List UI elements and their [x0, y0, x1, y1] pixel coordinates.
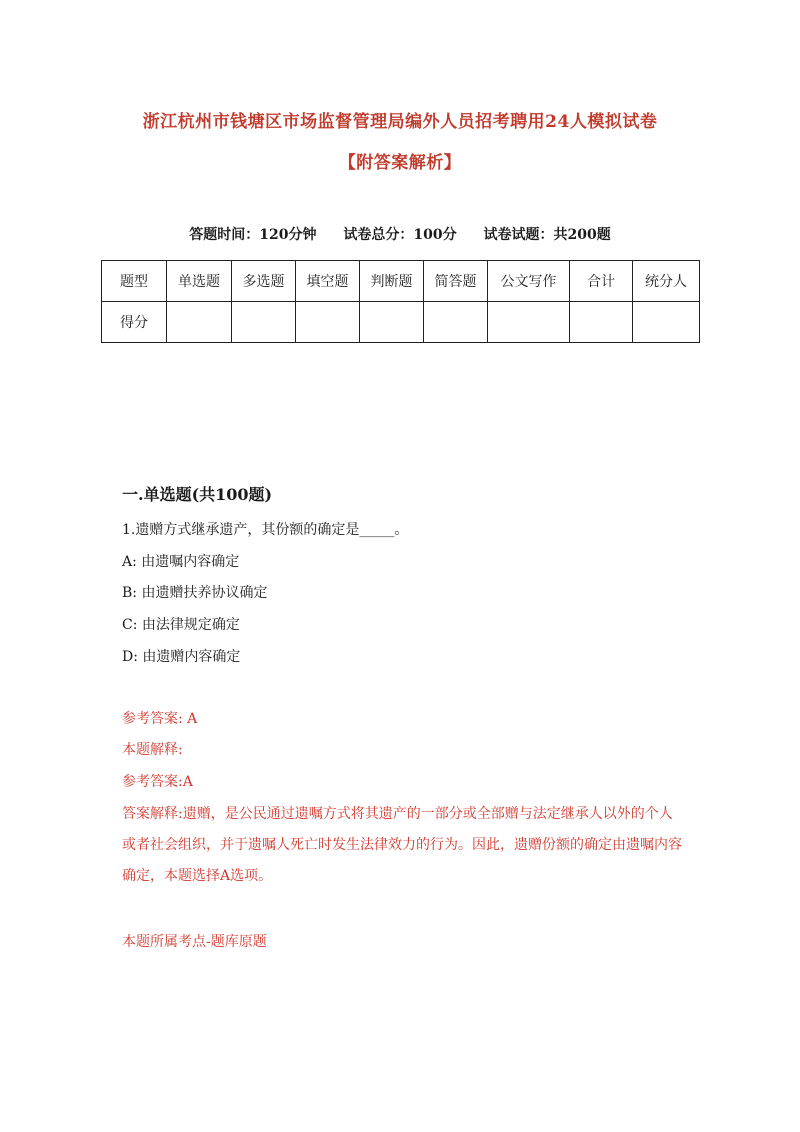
- header-cell: 题型: [102, 261, 167, 302]
- option-a: A: 由遗嘱内容确定: [122, 554, 240, 570]
- document-title-line2: 【附答案解析】: [338, 153, 462, 173]
- score-cell[interactable]: [167, 302, 232, 343]
- score-table-score-row: [102, 302, 700, 343]
- reference-answer: 参考答案: A: [122, 711, 198, 727]
- score-cell[interactable]: [360, 302, 424, 343]
- exam-time: 答题时间：120分钟: [189, 227, 317, 243]
- option-b: B: 由遗赠扶养协议确定: [122, 585, 268, 601]
- row-label-cell: 得分: [102, 302, 167, 343]
- document-title-line1: 浙江杭州市钱塘区市场监督管理局编外人员招考聘用24人模拟试卷: [142, 112, 658, 132]
- score-cell[interactable]: [488, 302, 570, 343]
- reference-answer-repeat: 参考答案:A: [122, 774, 193, 790]
- exam-total-score: 试卷总分：100分: [343, 227, 457, 243]
- score-cell[interactable]: [570, 302, 633, 343]
- question-stem: 1.遗赠方式继承遗产，其份额的确定是_____。: [122, 522, 409, 538]
- score-cell[interactable]: [232, 302, 296, 343]
- header-cell: 统分人: [633, 261, 700, 302]
- score-table-header-row: [102, 261, 700, 302]
- section-heading: 一.单选题(共100题): [122, 485, 273, 504]
- score-cell[interactable]: [633, 302, 700, 343]
- header-cell: 判断题: [360, 261, 424, 302]
- score-cell[interactable]: [424, 302, 488, 343]
- option-d: D: 由遗赠内容确定: [122, 649, 241, 665]
- header-cell: 多选题: [232, 261, 296, 302]
- answer-explanation: 答案解释:遗赠，是公民通过遗嘱方式将其遗产的一部分或全部赠与法定继承人以外的个人或者社会组织，并于遗嘱人死亡时发生法律效力的行为。因此，遗赠份额的确定由遗嘱内容确定，本题选择A选项。: [122, 806, 682, 884]
- score-table: [101, 260, 700, 343]
- header-cell: 简答题: [424, 261, 488, 302]
- explanation-label: 本题解释:: [122, 742, 183, 758]
- knowledge-point: 本题所属考点-题库原题: [122, 934, 267, 950]
- header-cell: 填空题: [296, 261, 360, 302]
- option-c: C: 由法律规定确定: [122, 617, 240, 633]
- score-cell[interactable]: [296, 302, 360, 343]
- header-cell: 合计: [570, 261, 633, 302]
- header-cell: 单选题: [167, 261, 232, 302]
- exam-meta: [0, 224, 800, 244]
- exam-question-count: 试卷试题：共200题: [483, 227, 611, 243]
- header-cell: 公文写作: [488, 261, 570, 302]
